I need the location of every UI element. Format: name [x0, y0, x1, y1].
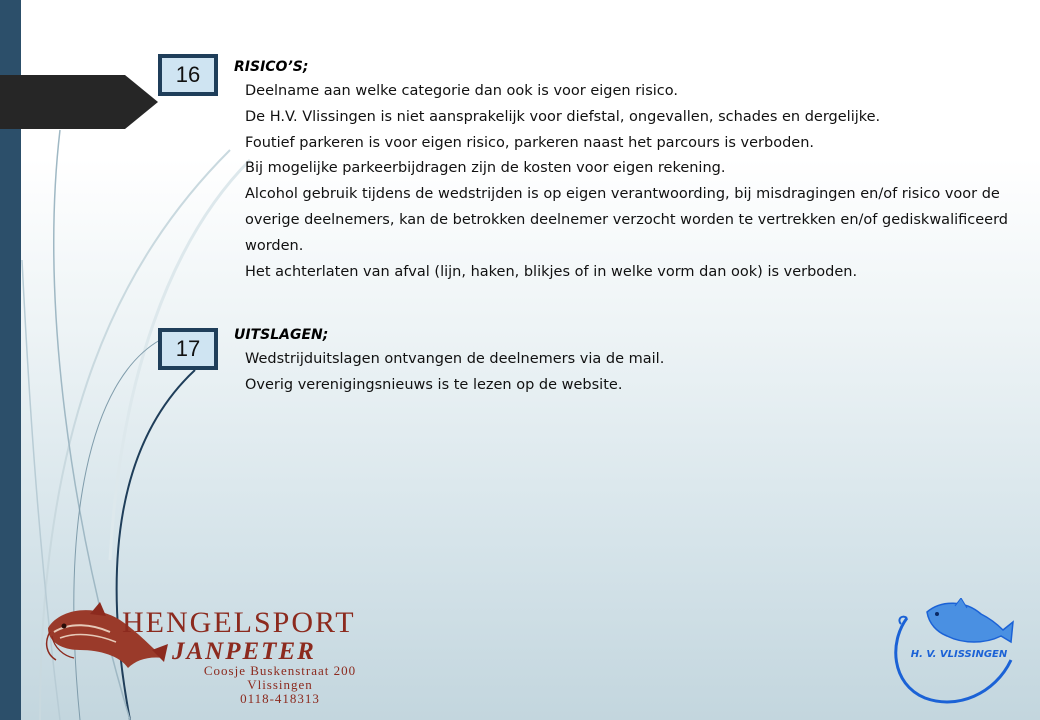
section-title: UITSLAGEN;	[234, 327, 329, 343]
section-line: Het achterlaten van afval (lijn, haken, blikjes of in welke vorm dan ook) is verboden.	[245, 263, 858, 280]
club-logo	[885, 598, 1030, 710]
section-line: De H.V. Vlissingen is niet aansprakelijk voor diefstal, ongevallen, schades en dergelijke.	[245, 108, 881, 125]
section-risicos	[234, 55, 1035, 285]
section-number-box	[158, 328, 218, 370]
club-name: H. V. VLISSINGEN	[910, 649, 1008, 660]
sponsor-subname: JANPETER	[172, 638, 316, 665]
sponsor-address-block	[150, 664, 410, 706]
section-line: Wedstrijduitslagen ontvangen de deelnemers via de mail.	[245, 351, 665, 367]
section-number: 17	[162, 332, 214, 366]
section-number-box	[158, 54, 218, 96]
section-line: Alcohol gebruik tijdens de wedstrijden is op eigen verantwoording, bij misdragingen en/of risico voor de overige deelnemers, kan de betrokken deelnemer verzocht worden te vertrekken en/of gediskwalificeerd worden.	[245, 186, 1008, 254]
sponsor-name: HENGELSPORT	[122, 606, 356, 639]
section-line: Overig verenigingsnieuws is te lezen op de website.	[245, 376, 623, 393]
sponsor-address: Coosje Buskenstraat 200	[203, 663, 357, 678]
section-line: Bij mogelijke parkeerbijdragen zijn de kosten voor eigen rekening.	[245, 160, 726, 177]
section-line: Foutief parkeren is voor eigen risico, parkeren naast het parcours is verboden.	[245, 134, 815, 151]
section-arrow	[0, 75, 160, 129]
section-number: 16	[162, 58, 214, 92]
sponsor-phone: 0118-418313	[240, 691, 320, 706]
sponsor-logo	[40, 598, 460, 710]
section-line: Deelname aan welke categorie dan ook is voor eigen risico.	[245, 83, 678, 99]
sponsor-city: Vlissingen	[247, 677, 313, 692]
section-uitslagen	[234, 323, 664, 399]
section-title: RISICO’S;	[234, 59, 309, 75]
